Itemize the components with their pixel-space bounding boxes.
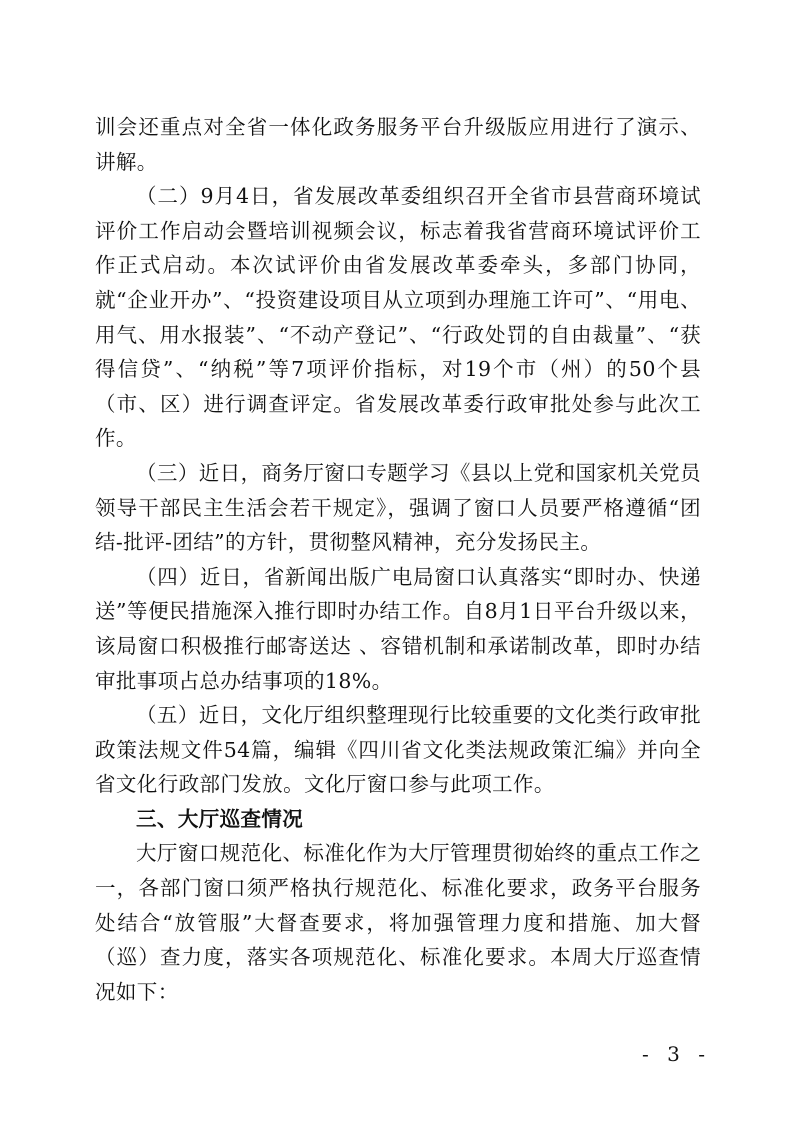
section-heading: 三、大厅巡查情况 bbox=[136, 806, 304, 831]
paragraph-continuation: 训会还重点对全省一体化政务服务平台升级版应用进行了演示、讲解。 bbox=[95, 115, 701, 174]
paragraph-item-5: （五）近日，文化厅组织整理现行比较重要的文化类行政审批政策法规文件54篇，编辑《四川省文化类法规政策汇编》并向全省文化行政部门发放。文化厅窗口参与此项工作。 bbox=[95, 703, 701, 797]
paragraph-item-3: （三）近日，商务厅窗口专题学习《县以上党和国家机关党员领导干部民主生活会若干规定》，强调了窗口人员要严格遵循“团结-批评-团结”的方针，贯彻整风精神，充分发扬民主。 bbox=[95, 460, 701, 555]
page-number: - 3 - bbox=[642, 1042, 711, 1066]
paragraph-item-2: （二）9月4日，省发展改革委组织召开全省市县营商环境试评价工作启动会暨培训视频会议，标志着我省营商环境试评价工作正式启动。本次试评价由省发展改革委牵头，多部门协同，就“企业开办”、“投资建设项目从立项到办理施工许可”、“用电、用气、用水报装”、“不动产登记”、“行政处罚的自由裁量”、“获得信贷”、“纳税”等7项评价指标，对19个市（州）的50个县（市、区）进行调查评定。省发展改革委行政审批处参与此次工作。 bbox=[95, 184, 701, 451]
paragraph-item-4: （四）近日，省新闻出版广电局窗口认真落实“即时办、快递送”等便民措施深入推行即时办结工作。自8月1日平台升级以来，该局窗口积极推行邮寄送达 、容错机制和承诺制改革，即时办结审批事项占总办结事项的18%。 bbox=[95, 564, 701, 693]
document-body bbox=[95, 110, 701, 1009]
paragraph-section-intro: 大厅窗口规范化、标准化作为大厅管理贯彻始终的重点工作之一，各部门窗口须严格执行规范化、标准化要求，政务平台服务处结合“放管服”大督查要求，将加强管理力度和措施、加大督（巡）查力度，落实各项规范化、标准化要求。本周大厅巡查情况如下： bbox=[95, 841, 701, 1004]
